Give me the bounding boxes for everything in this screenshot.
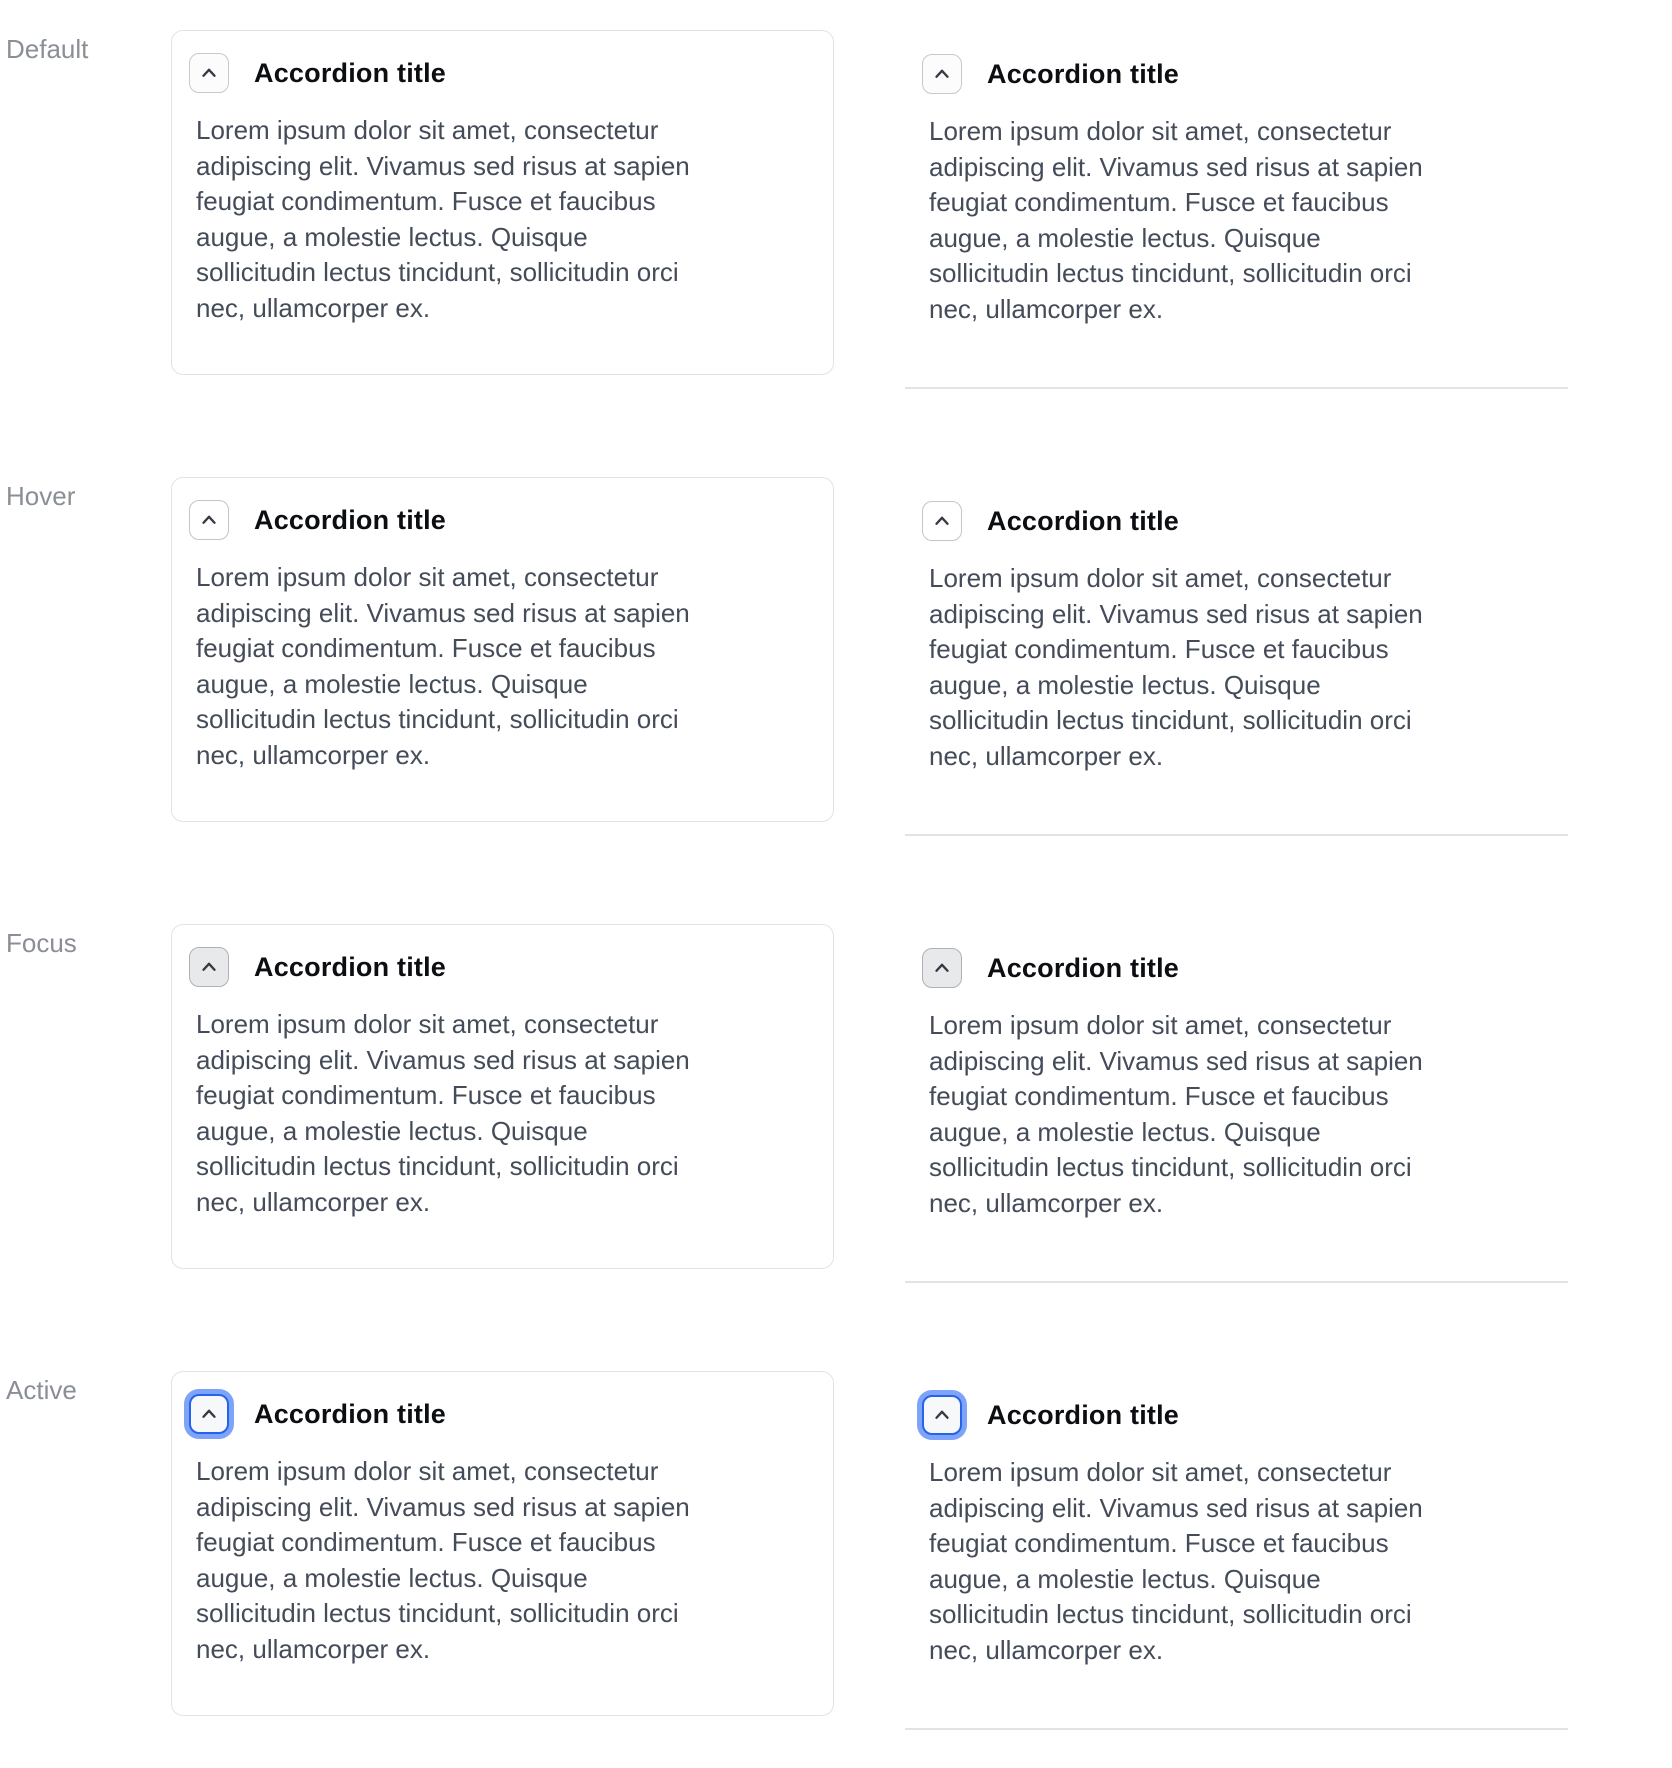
accordion-title: Accordion title <box>987 505 1180 536</box>
accordion-card <box>171 1371 834 1716</box>
accordion-body-text: Lorem ipsum dolor sit amet, consectetur adipiscing elit. Vivamus sed risus at sapien feugiat condimentum. Fusce et faucibus augue, a molestie lectus. Quisque sollicitudin lectus tincidunt, sollicitudin orci nec, ullamcorper ex. <box>196 1009 690 1217</box>
state-label-hover: Hover <box>6 481 76 511</box>
accordion-toggle-button[interactable] <box>922 54 962 94</box>
accordion-flat <box>905 924 1568 1283</box>
accordion-title: Accordion title <box>987 1399 1180 1430</box>
accordion-flat <box>905 30 1568 389</box>
chevron-up-icon <box>198 509 220 531</box>
accordion-flat <box>905 477 1568 836</box>
accordion-toggle-button[interactable] <box>189 947 229 987</box>
accordion-body-text: Lorem ipsum dolor sit amet, consectetur adipiscing elit. Vivamus sed risus at sapien feugiat condimentum. Fusce et faucibus augue, a molestie lectus. Quisque sollicitudin lectus tincidunt, sollicitudin orci nec, ullamcorper ex. <box>929 563 1423 771</box>
accordion-toggle-button[interactable] <box>189 53 229 93</box>
accordion-header[interactable] <box>922 1395 1544 1435</box>
accordion-title: Accordion title <box>254 57 447 88</box>
accordion-header[interactable] <box>189 500 809 540</box>
state-label-default: Default <box>6 34 89 64</box>
state-row-focus <box>0 924 1672 1283</box>
accordion-title: Accordion title <box>987 952 1180 983</box>
accordion-title: Accordion title <box>254 1398 447 1429</box>
accordion-toggle-button[interactable] <box>922 1395 962 1435</box>
state-row-active <box>0 1371 1672 1730</box>
accordion-card <box>171 924 834 1269</box>
chevron-up-icon <box>931 1404 953 1426</box>
accordion-header[interactable] <box>922 54 1544 94</box>
accordion-body-text: Lorem ipsum dolor sit amet, consectetur adipiscing elit. Vivamus sed risus at sapien feugiat condimentum. Fusce et faucibus augue, a molestie lectus. Quisque sollicitudin lectus tincidunt, sollicitudin orci nec, ullamcorper ex. <box>929 1457 1423 1665</box>
state-label-active: Active <box>6 1375 77 1405</box>
accordion-toggle-button[interactable] <box>922 948 962 988</box>
chevron-up-icon <box>198 62 220 84</box>
state-row-hover <box>0 477 1672 836</box>
chevron-up-icon <box>931 957 953 979</box>
accordion-card <box>171 477 834 822</box>
state-row-default <box>0 30 1672 389</box>
accordion-card <box>171 30 834 375</box>
accordion-header[interactable] <box>189 1394 809 1434</box>
chevron-up-icon <box>198 1403 220 1425</box>
accordion-body-text: Lorem ipsum dolor sit amet, consectetur adipiscing elit. Vivamus sed risus at sapien feugiat condimentum. Fusce et faucibus augue, a molestie lectus. Quisque sollicitudin lectus tincidunt, sollicitudin orci nec, ullamcorper ex. <box>196 115 690 323</box>
accordion-body-text: Lorem ipsum dolor sit amet, consectetur adipiscing elit. Vivamus sed risus at sapien feugiat condimentum. Fusce et faucibus augue, a molestie lectus. Quisque sollicitudin lectus tincidunt, sollicitudin orci nec, ullamcorper ex. <box>196 562 690 770</box>
accordion-title: Accordion title <box>254 951 447 982</box>
accordion-body-text: Lorem ipsum dolor sit amet, consectetur adipiscing elit. Vivamus sed risus at sapien feugiat condimentum. Fusce et faucibus augue, a molestie lectus. Quisque sollicitudin lectus tincidunt, sollicitudin orci nec, ullamcorper ex. <box>196 1456 690 1664</box>
accordion-body-text: Lorem ipsum dolor sit amet, consectetur adipiscing elit. Vivamus sed risus at sapien feugiat condimentum. Fusce et faucibus augue, a molestie lectus. Quisque sollicitudin lectus tincidunt, sollicitudin orci nec, ullamcorper ex. <box>929 1010 1423 1218</box>
chevron-up-icon <box>931 510 953 532</box>
accordion-body-text: Lorem ipsum dolor sit amet, consectetur adipiscing elit. Vivamus sed risus at sapien feugiat condimentum. Fusce et faucibus augue, a molestie lectus. Quisque sollicitudin lectus tincidunt, sollicitudin orci nec, ullamcorper ex. <box>929 116 1423 324</box>
chevron-up-icon <box>198 956 220 978</box>
accordion-flat <box>905 1371 1568 1730</box>
accordion-header[interactable] <box>922 501 1544 541</box>
chevron-up-icon <box>931 63 953 85</box>
accordion-header[interactable] <box>189 947 809 987</box>
state-label-focus: Focus <box>6 928 77 958</box>
accordion-title: Accordion title <box>987 58 1180 89</box>
accordion-title: Accordion title <box>254 504 447 535</box>
accordion-toggle-button[interactable] <box>189 1394 229 1434</box>
accordion-header[interactable] <box>189 53 809 93</box>
accordion-header[interactable] <box>922 948 1544 988</box>
accordion-toggle-button[interactable] <box>922 501 962 541</box>
accordion-toggle-button[interactable] <box>189 500 229 540</box>
